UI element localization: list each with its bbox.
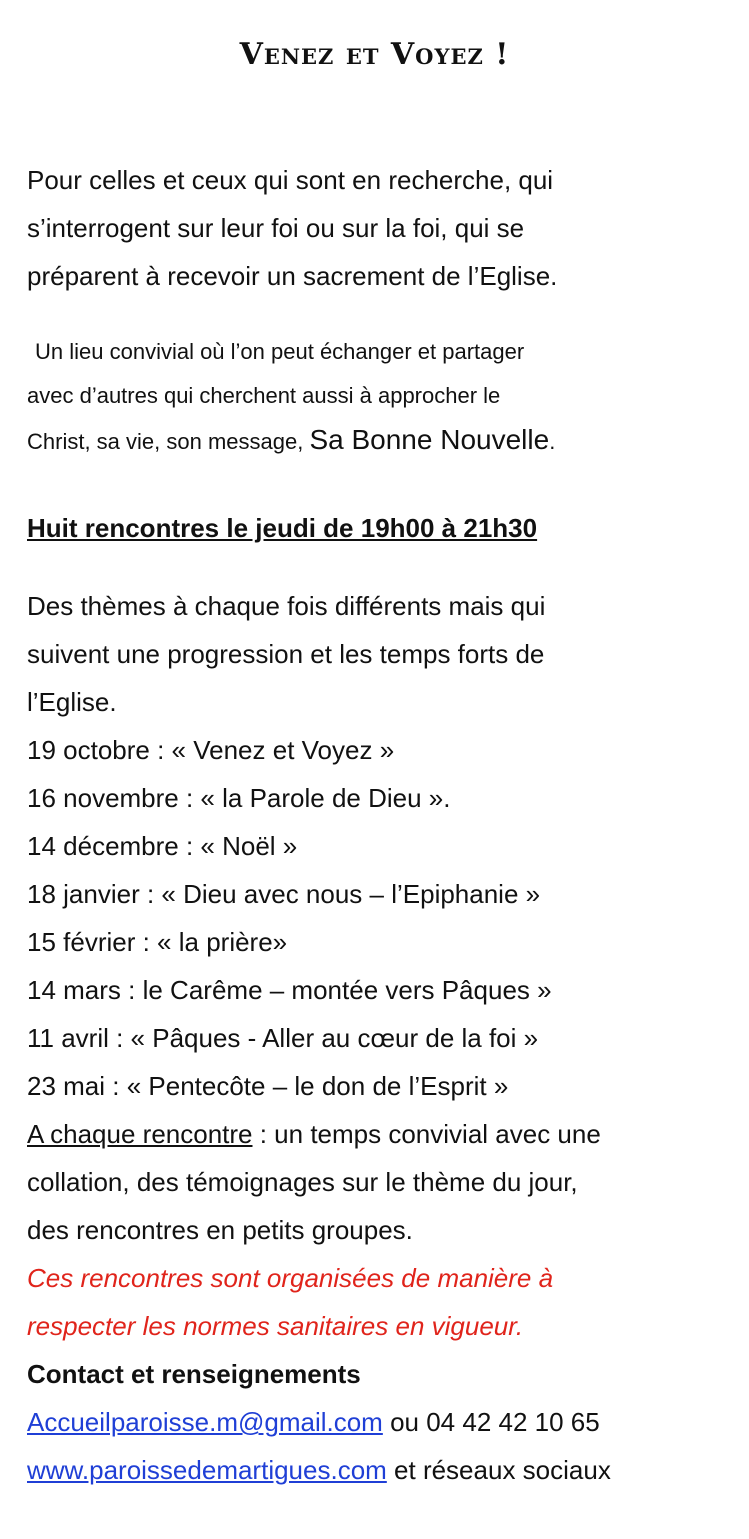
lieu-line-suffix: . bbox=[549, 429, 556, 454]
intro-line: préparent à recevoir un sacrement de l’Eglise. bbox=[27, 261, 558, 291]
lieu-line: avec d’autres qui cherchent aussi à approcher le bbox=[27, 383, 501, 408]
contact-heading: Contact et renseignements bbox=[27, 1359, 361, 1389]
website-line bbox=[27, 1446, 739, 1494]
sanitary-notice-line: respecter les normes sanitaires en vigueur. bbox=[27, 1311, 524, 1341]
page-title: Venez et Voyez ! bbox=[239, 37, 510, 72]
intro-paragraph bbox=[27, 156, 739, 300]
chaque-label: A chaque rencontre bbox=[27, 1119, 253, 1149]
schedule-heading-block bbox=[27, 504, 739, 552]
lieu-line-3 bbox=[27, 418, 739, 464]
intro-line: Pour celles et ceux qui sont en recherche, qui bbox=[27, 165, 554, 195]
bonne-nouvelle-text: Sa Bonne Nouvelle bbox=[309, 424, 550, 455]
date-item: 15 février : « la prière» bbox=[27, 927, 288, 957]
date-item: 16 novembre : « la Parole de Dieu ». bbox=[27, 783, 451, 813]
social-text: et réseaux sociaux bbox=[386, 1455, 611, 1485]
website-link[interactable]: www.paroissedemartigues.com bbox=[27, 1455, 387, 1485]
date-item: 14 mars : le Carême – montée vers Pâques » bbox=[27, 975, 552, 1005]
lieu-paragraph bbox=[27, 330, 739, 464]
chaque-line: collation, des témoignages sur le thème du jour, bbox=[27, 1167, 578, 1197]
date-item: 19 octobre : « Venez et Voyez » bbox=[27, 735, 395, 765]
lieu-line-prefix: Christ, sa vie, son message, bbox=[27, 429, 310, 454]
themes-and-dates bbox=[27, 582, 739, 1494]
themes-line: suivent une progression et les temps forts de bbox=[27, 639, 545, 669]
date-item: 23 mai : « Pentecôte – le don de l’Esprit » bbox=[27, 1071, 509, 1101]
chaque-line-1 bbox=[27, 1110, 739, 1158]
chaque-line: des rencontres en petits groupes. bbox=[27, 1215, 413, 1245]
date-item: 11 avril : « Pâques - Aller au cœur de la foi » bbox=[27, 1023, 539, 1053]
schedule-heading: Huit rencontres le jeudi de 19h00 à 21h30 bbox=[27, 513, 538, 543]
email-line bbox=[27, 1398, 739, 1446]
lieu-line: Un lieu convivial où l’on peut échanger et partager bbox=[35, 339, 525, 364]
themes-line: Des thèmes à chaque fois différents mais qui bbox=[27, 591, 546, 621]
themes-line: l’Eglise. bbox=[27, 687, 117, 717]
chaque-line-rest: : un temps convivial avec une bbox=[252, 1119, 601, 1149]
date-item: 14 décembre : « Noël » bbox=[27, 831, 298, 861]
date-item: 18 janvier : « Dieu avec nous – l’Epiphanie » bbox=[27, 879, 541, 909]
sanitary-notice-line: Ces rencontres sont organisées de manière à bbox=[27, 1263, 554, 1293]
email-link[interactable]: Accueilparoisse.m@gmail.com bbox=[27, 1407, 383, 1437]
phone-text: ou 04 42 42 10 65 bbox=[382, 1407, 600, 1437]
intro-line: s’interrogent sur leur foi ou sur la foi, qui se bbox=[27, 213, 525, 243]
